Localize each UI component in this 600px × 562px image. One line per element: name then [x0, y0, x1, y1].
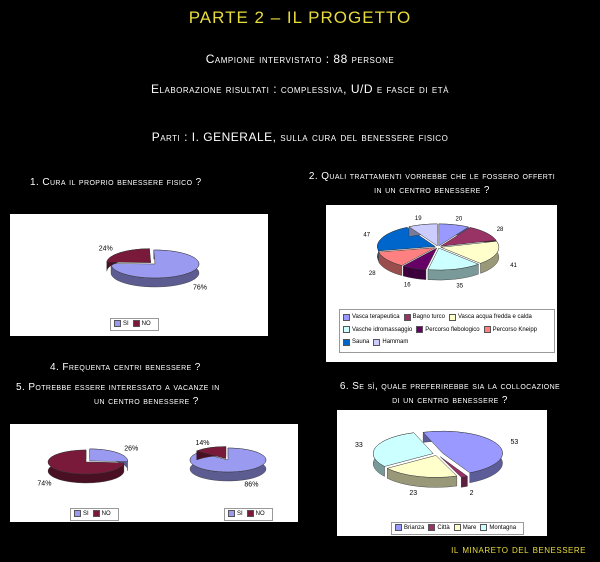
q5-data-label-0: 86%: [244, 481, 259, 489]
question-1: 1. Cura il proprio benessere fisico ?: [30, 177, 202, 188]
q2-legend-swatch-2: [449, 314, 456, 321]
q6-legend-item-0: [395, 524, 424, 531]
q5-data-label-1: 14%: [195, 439, 210, 447]
q6-legend-item-1: [428, 524, 449, 531]
q6-legend-label-1: Città: [437, 524, 450, 531]
question-6-line1: 6. Se sì, quale preferirebbe sia la collocazione: [339, 381, 561, 392]
q1-data-label-0: 76%: [193, 284, 208, 292]
question-2-line1: 2. Quali trattamenti vorrebbe che le fossero offerti: [308, 171, 556, 182]
q2-legend-label-1: Bagno turco: [412, 314, 445, 320]
q4-legend-label-1: NO: [101, 510, 111, 517]
q2-data-label-5: 28: [368, 271, 376, 278]
q6-legend-swatch-0: [395, 524, 402, 531]
q2-legend-swatch-3: [343, 326, 350, 333]
q6-data-label-3: 33: [354, 441, 363, 449]
q4-legend-label-0: SI: [83, 510, 89, 517]
q2-legend-item-1: [404, 312, 445, 322]
question-2-line2: in un centro benessere ?: [374, 185, 490, 196]
q2-legend-label-4: Percorso flebologico: [425, 326, 480, 333]
q6-legend-swatch-1: [428, 524, 435, 531]
q2-legend-label-6: Sauna: [352, 339, 370, 345]
brand-footer: il minareto del benessere: [451, 544, 586, 556]
q1-legend-swatch-0: [114, 320, 121, 327]
elaboration-line: Elaborazione risultati : complessiva, U/D e fasce di età: [151, 82, 449, 96]
question-5-line1: 5. Potrebbe essere interessato a vacanze in: [16, 382, 220, 393]
q5-legend-item-1: [247, 510, 265, 517]
q1-legend-swatch-1: [133, 320, 140, 327]
q5-legend-label-0: SI: [237, 510, 243, 517]
q6-data-label-0: 53: [510, 439, 519, 447]
q2-data-label-7: 19: [414, 216, 422, 223]
q2-data-label-4: 16: [403, 282, 411, 289]
q2-legend-item-7: [373, 337, 408, 347]
q2-legend-swatch-4: [416, 326, 423, 333]
q4-legend-swatch-1: [93, 510, 100, 517]
q1-legend-label-1: NO: [141, 320, 151, 327]
q2-legend-item-0: [343, 312, 400, 322]
q2-legend-swatch-6: [343, 339, 350, 346]
q6-legend-label-0: Brianza: [404, 524, 425, 531]
legend-q2: [339, 309, 555, 353]
sample-line: Campione intervistato : 88 persone: [205, 52, 395, 66]
legend-q6: [391, 522, 524, 535]
q2-data-label-3: 35: [456, 283, 464, 290]
q2-legend-item-2: [449, 312, 532, 322]
q2-data-label-6: 47: [363, 232, 371, 239]
question-2: [272, 170, 592, 198]
legend-q1: [110, 318, 159, 331]
question-6-line2: di un centro benessere ?: [392, 395, 508, 406]
q2-legend-label-5: Percorso Kneipp: [492, 326, 537, 333]
q2-legend-label-0: Vasca terapeutica: [352, 314, 400, 320]
q2-legend-label-7: Hammam: [382, 339, 409, 345]
q4-data-label-1: 74%: [37, 480, 52, 488]
q2-legend-swatch-1: [404, 314, 411, 321]
legend-q5: [224, 508, 273, 521]
q2-data-label-0: 20: [455, 216, 463, 223]
q2-legend-item-3: [343, 325, 412, 335]
q5-legend-swatch-0: [228, 510, 235, 517]
q2-legend-item-6: [343, 337, 369, 347]
page-title: PARTE 2 – IL PROGETTO: [188, 8, 412, 27]
question-5-line2: un centro benessere ?: [94, 396, 199, 407]
q6-legend-label-2: Mare: [462, 524, 477, 531]
q5-legend-swatch-1: [247, 510, 254, 517]
chart-panel-q2: [326, 205, 557, 362]
q2-data-label-1: 28: [496, 226, 504, 233]
q6-legend-item-2: [454, 524, 477, 531]
question-6: [300, 380, 600, 408]
q1-legend-item-0: [114, 320, 129, 327]
question-4: 4. Frequenta centri benessere ?: [50, 362, 201, 373]
q4-data-label-0: 26%: [124, 445, 139, 453]
q4-legend-item-1: [93, 510, 111, 517]
pie-chart-q2: [326, 205, 557, 301]
q2-legend-swatch-0: [343, 314, 350, 321]
q2-legend-item-5: [484, 325, 537, 335]
chart-panel-q6: [337, 410, 547, 536]
q6-legend-swatch-2: [454, 524, 461, 531]
q5-legend-item-0: [228, 510, 243, 517]
q4-legend-swatch-0: [74, 510, 81, 517]
q5-legend-label-1: NO: [255, 510, 265, 517]
q6-data-label-2: 23: [409, 489, 418, 497]
q2-legend-label-2: Vasca acqua fredda e calda: [457, 314, 532, 320]
q1-legend-item-1: [133, 320, 151, 327]
pie-chart-q1: [10, 214, 268, 314]
q2-data-label-2: 41: [510, 262, 517, 269]
q2-legend-swatch-5: [484, 326, 491, 333]
pie-chart-q5: [150, 428, 298, 504]
parts-line: Parti : I. GENERALE, sulla cura del benessere fisico: [151, 130, 449, 144]
chart-panel-q4-q5: [10, 424, 298, 522]
q2-legend-swatch-7: [373, 339, 380, 346]
pie-chart-q6: [337, 410, 547, 514]
q2-legend-label-3: Vasche idromassaggio: [352, 326, 413, 333]
q6-data-label-1: 2: [469, 489, 474, 497]
q6-legend-swatch-3: [480, 524, 487, 531]
pie-chart-q4: [10, 428, 150, 504]
q2-legend-item-4: [416, 325, 479, 335]
q4-legend-item-0: [74, 510, 89, 517]
q1-legend-label-0: SI: [123, 320, 129, 327]
legend-q4: [70, 508, 119, 521]
q6-legend-item-3: [480, 524, 516, 531]
q1-data-label-1: 24%: [98, 245, 113, 253]
question-5: [16, 381, 278, 409]
chart-panel-q1: [10, 214, 268, 336]
q6-legend-label-3: Montagna: [489, 524, 517, 531]
